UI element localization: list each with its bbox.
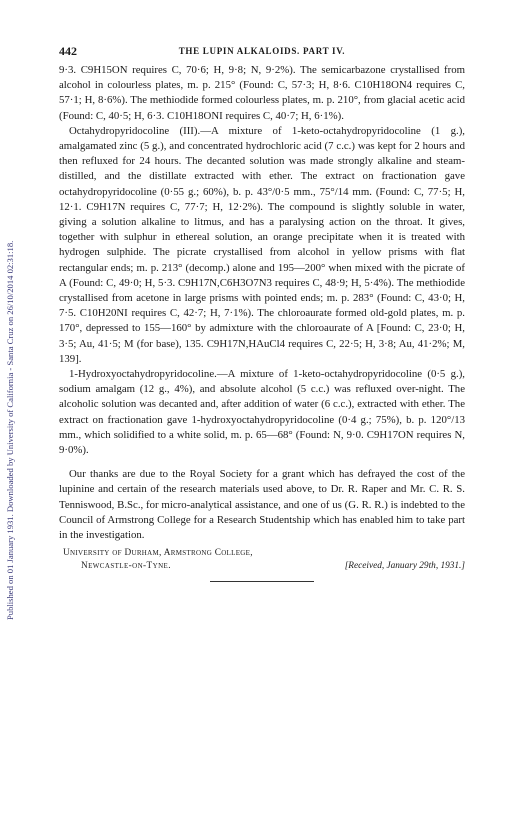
download-notice: Published on 01 January 1931. Downloaded by University of California - Santa Cruz on 26/10/2014 02:31:18. xyxy=(5,240,15,620)
affiliation-city-date xyxy=(59,560,465,573)
page-header xyxy=(59,44,465,60)
affiliation-city: Newcastle-on-Tyne. xyxy=(81,561,171,572)
paragraph-acknowledgement: Our thanks are due to the Royal Society for a grant which has defrayed the cost of the lupinine and certain of the research materials used above, to Dr. R. Raper and Mr. C. R. S. Tenniswood, B.Sc., for micro-analytical assistance, and one of us (G. R. R.) is indebted to the Council of Armstrong College for a Research Studentship which has enabled him to take part in the investigation. xyxy=(59,468,465,542)
end-rule xyxy=(210,581,314,582)
paragraph-hydroxy: 1-Hydroxyoctahydropyridocoline.—A mixture of 1-keto-octahydropyridocoline (0·5 g.), sodium amalgam (12 g., 4%), and absolute alcohol (5 c.c.) was refluxed over-night. The alcoholic solution was decanted and, after addition of water (6 c.c.), extracted with ether. The extract on fractionation gave 1-hydroxyoctahydropyridocoline (0·4 g.; 75%), b. p. 120°/13 mm., which solidified to a white solid, m. p. 65—68° (Found: N, 9·0. C9H17ON requires N, 9·0%). xyxy=(59,368,465,457)
paragraph-semicarbazone: 9·3. C9H15ON requires C, 70·6; H, 9·8; N, 9·2%). The semicarbazone crystallised from alcohol in colourless plates, m. p. 215° (Found: C, 57·3; H, 8·6. C10H18ON4 requires C, 57·1; H, 8·6%). The methiodide formed colourless plates, m. p. 210°, from glacial acetic acid (Found: C, 40·5; H, 6·3. C10H18ONI requires C, 40·7; H, 6·1%). xyxy=(59,64,465,122)
paragraph-octahydropyridocoline: Octahydropyridocoline (III).—A mixture of 1-keto-octahydropyridocoline (1 g.), amalgamated zinc (5 g.), and concentrated hydrochloric acid (7 c.c.) was kept for 2 hours and then refluxed for 24 hours. The decanted solution was made strongly alkaline and steam-distilled, and the distillate extracted with ether. The extract on fractionation gave octahydropyridocoline (0·55 g.; 60%), b. p. 43°/0·5 mm., 75°/14 mm. (Found: C, 77·5; H, 12·1. C9H17N requires C, 77·7; H, 12·2%). The compound is slightly soluble in water, giving a solution alkaline to litmus, and has a paralysing action on the throat. It gives, together with sulphur in ethereal solution, an orange precipitate when it is treated with hydrogen sulphide. The picrate crystallised from alcohol in yellow prisms with flat rectangular ends; m. p. 213° (decomp.) alone and 195—200° when mixed with the picrate of A (Found: C, 49·0; H, 5·3. C9H17N,C6H3O7N3 requires C, 48·9; H, 5·4%). The methiodide crystallised from acetone in large prisms with pointed ends; m. p. 283° (Found: C, 43·0; H, 7·5. C10H20NI requires C, 42·7; H, 7·1%). The chloroaurate formed old-gold plates, m. p. 170°, depressed to 155—160° by admixture with the chloroaurate of A [Found: C, 23·0; H, 3·5; Au, 41·5; M (for base), 135. C9H17N,HAuCl4 requires C, 22·5; H, 3·8; Au, 41·2%; M, 139]. xyxy=(59,124,465,365)
received-date: [Received, January 29th, 1931.] xyxy=(344,561,465,572)
article-body xyxy=(59,63,465,543)
page-number: 442 xyxy=(59,44,77,58)
affiliation-institution: University of Durham, Armstrong College, xyxy=(63,548,253,559)
publication-sidebar-note xyxy=(4,60,16,620)
journal-page xyxy=(59,44,465,582)
running-head: THE LUPIN ALKALOIDS. PART IV. xyxy=(178,46,346,56)
affiliation-block xyxy=(59,547,465,573)
